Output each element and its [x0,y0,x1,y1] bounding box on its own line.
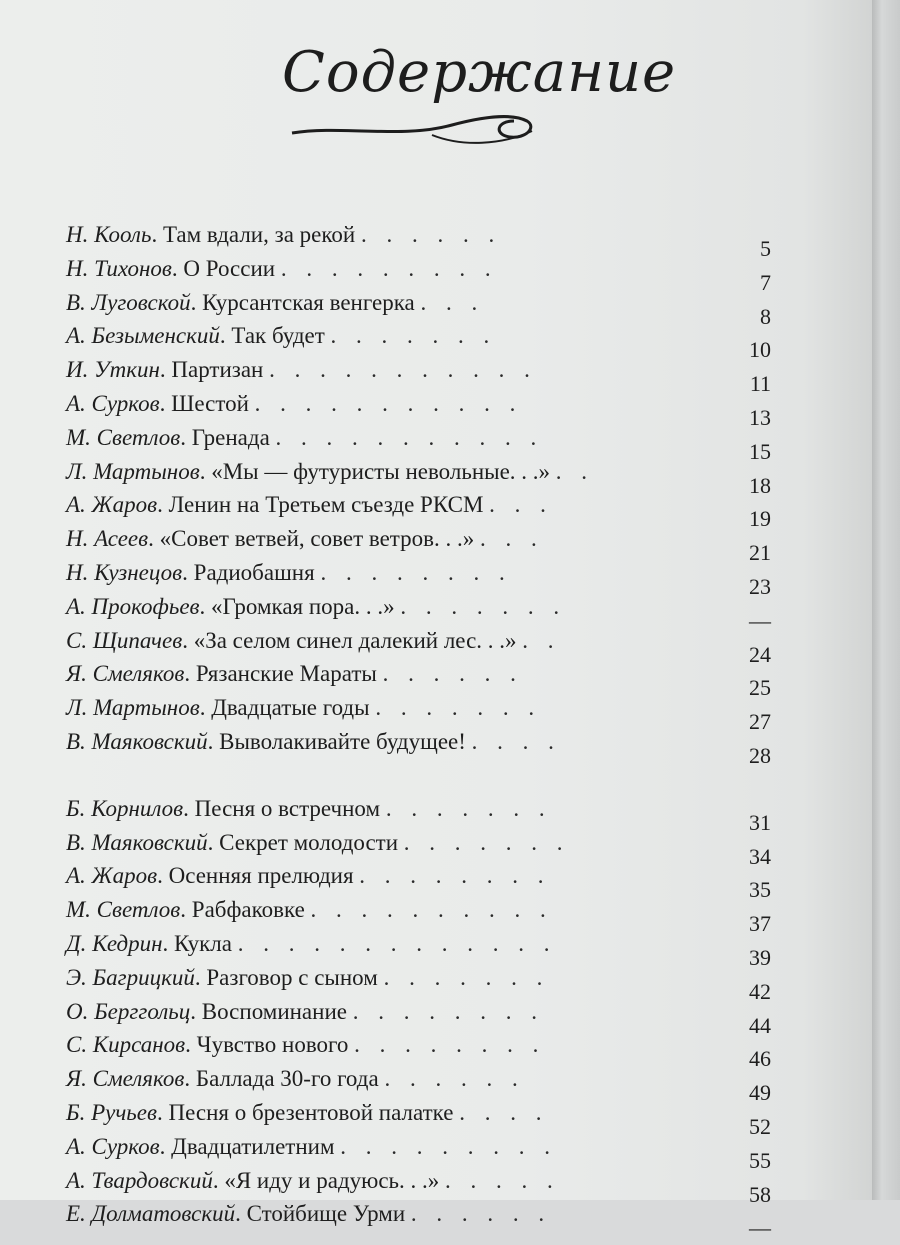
entry-title: Секрет молодости [219,829,399,855]
entry-page-number: 11 [749,371,771,397]
entry-author: С. Щипачев [66,627,183,653]
entry-author: И. Уткин [66,357,160,383]
entry-author: Л. Мартынов [66,458,200,484]
entry-page-number: 28 [749,742,771,768]
entry-title: Воспоминание [201,998,347,1024]
entry-text: Д. Кедрин. Кукла . . . . . . . . . . . . . [66,930,557,956]
entry-leader-dots: . . . . [459,1099,549,1125]
entry-title: Так будет [231,323,325,349]
entry-leader-dots: . . [555,458,595,484]
entry-page-number: 25 [749,675,771,701]
entry-text: Н. Кооль. Там вдали, за рекой . . . . . . [66,222,502,247]
entry-title: «Я иду и радуюсь. . .» [224,1167,440,1193]
entry-page-number: — [749,1215,771,1241]
entry-page-number: 52 [749,1113,771,1139]
toc-entry [66,961,771,1004]
toc-entry [66,1096,771,1139]
entry-text: Б. Корнилов. Песня о встречном . . . . . . . [66,795,552,821]
entry-author: Б. Корнилов [66,795,184,821]
entry-title: Рабфаковке [191,897,305,923]
entry-leader-dots: . . . . . . . . [320,559,512,585]
entry-text: А. Прокофьев. «Громкая пора. . .» . . . . . . . [66,593,567,619]
entry-text: И. Уткин. Партизан . . . . . . . . . . . [66,357,537,383]
entry-page-number: 8 [760,303,771,329]
entry-page-number: 42 [749,978,771,1004]
entry-title: Радиобашня [193,559,315,585]
entry-leader-dots: . . . . . . . [385,795,552,821]
toc-entry [66,488,771,532]
entry-page-number: 37 [749,911,771,937]
toc-entry [66,353,771,397]
entry-title: Партизан [171,357,264,383]
entry-author: А. Жаров [66,492,158,518]
entry-page-number: 27 [749,709,771,735]
toc-entry [66,1197,771,1241]
entry-author: В. Луговской [66,289,191,315]
toc-entry [66,691,771,735]
entry-page-number: 7 [760,269,771,295]
entry-leader-dots: . . . [480,526,544,552]
toc-entry [66,319,771,363]
entry-text: А. Жаров. Ленин на Третьем съезде РКСМ . . . [66,492,553,518]
entry-leader-dots: . . . . . . . [375,695,542,721]
page-edge [872,0,900,1200]
entry-text: Л. Мартынов. «Мы — футуристы невольные. . .» . . [66,458,595,484]
entry-author: А. Твардовский [66,1167,213,1193]
entry-leader-dots: . . . . . . . . . [340,1133,558,1159]
entry-author: М. Светлов [66,897,181,923]
entry-author: А. Сурков [66,390,160,416]
entry-text: Э. Багрицкий. Разговор с сыном . . . . . . . [66,964,550,990]
entry-title: Стойбище Урми [246,1201,406,1227]
toc-entry [66,995,771,1038]
entry-leader-dots: . . . . [471,728,561,754]
toc-entry [66,1028,771,1072]
toc-entry [66,218,771,261]
entry-page-number: 58 [749,1181,771,1207]
entry-text: В. Маяковский. Выволакивайте будущее! . . . . [66,728,561,754]
entry-title: Баллада 30-го года [195,1066,379,1092]
entry-leader-dots: . . . . . . . . [359,863,551,889]
entry-leader-dots: . . . . . . . . . . . [269,357,537,383]
entry-author: С. Кирсанов [66,1032,186,1058]
entry-leader-dots: . . . . . [445,1167,560,1193]
entry-author: В. Маяковский [66,728,208,754]
entry-leader-dots: . . [522,627,561,653]
entry-page-number: 24 [749,641,771,667]
entry-text: А. Безыменский. Так будет . . . . . . . [66,323,497,349]
entry-leader-dots: . . . . . . . . [354,1032,546,1058]
entry-author: А. Жаров [66,863,158,889]
entry-title: «За селом синел далекий лес. . .» [193,627,517,653]
entry-text: Н. Тихонов. О России . . . . . . . . . [66,255,498,281]
entry-title: Кукла [174,930,232,956]
toc-entry [66,624,771,667]
entry-title: Чувство нового [196,1032,349,1058]
entry-author: Е. Долматовский [66,1201,236,1227]
entry-text: В. Луговской. Курсантская венгерка . . . [66,289,485,315]
entry-page-number: — [749,607,771,633]
toc-entry [66,1062,771,1106]
entry-text: Я. Смеляков. Баллада 30-го года . . . . . . [66,1066,525,1092]
entry-title: Рязанские Мараты [195,661,377,687]
entry-text: Я. Смеляков. Рязанские Мараты . . . . . . [66,661,523,687]
entry-page-number: 15 [749,438,771,464]
toc-entry [66,590,771,633]
toc-entry [66,893,771,937]
entry-author: Н. Кооль [66,222,152,247]
entry-leader-dots: . . . . . . . [383,964,550,990]
entry-author: М. Светлов [66,424,181,450]
entry-page-number: 34 [749,843,771,869]
entry-author: Я. Смеляков [66,661,185,687]
entry-page-number: 49 [749,1080,771,1106]
entry-text: С. Кирсанов. Чувство нового . . . . . . . . [66,1032,546,1058]
entry-page-number: 46 [749,1046,771,1072]
table-of-contents [66,218,771,1241]
contents-heading [282,40,677,150]
entry-page-number: 31 [749,809,771,835]
toc-entry [66,556,771,599]
entry-title: Двадцатые годы [211,695,370,721]
contents-heading-text: Содержание [282,40,677,105]
flourish-ornament [282,95,542,155]
entry-title: Осенняя прелюдия [168,863,354,889]
entry-text: Н. Асеев. «Совет ветвей, совет ветров. . .» . . . [66,526,544,552]
entry-author: А. Безыменский [66,323,220,349]
entry-text: Н. Кузнецов. Радиобашня . . . . . . . . [66,559,512,585]
entry-page-number: 10 [749,337,771,363]
entry-author: Л. Мартынов [66,695,200,721]
entry-text: А. Жаров. Осенняя прелюдия . . . . . . . . [66,863,551,889]
entry-page-number: 5 [760,236,771,261]
entry-title: «Мы — футуристы невольные. . .» [211,458,551,484]
entry-title: Ленин на Третьем съезде РКСМ [168,492,484,518]
toc-entry [66,286,771,329]
entry-leader-dots: . . . . . . . [400,593,567,619]
entry-leader-dots: . . . . . . . . . . . . . [237,930,557,956]
entry-title: Песня о брезентовой палатке [168,1099,454,1125]
entry-author: Д. Кедрин [66,930,163,956]
toc-entry [66,859,771,903]
entry-title: Разговор с сыном [206,964,378,990]
entry-page-number: 19 [749,506,771,532]
entry-title: Двадцатилетним [171,1133,335,1159]
entry-author: В. Маяковский [66,829,208,855]
entry-text: Б. Ручьев. Песня о брезентовой палатке . . . . [66,1099,549,1125]
entry-title: Там вдали, за рекой [162,222,356,247]
toc-entry [66,1130,771,1173]
entry-page-number: 44 [749,1012,771,1038]
entry-leader-dots: . . . . . . . [403,829,570,855]
entry-page-number: 21 [749,540,771,566]
entry-text: А. Сурков. Двадцатилетним . . . . . . . . . [66,1133,558,1159]
entry-text: А. Сурков. Шестой . . . . . . . . . . . [66,390,523,416]
toc-entry [66,792,771,835]
toc-entry [66,826,771,869]
entry-leader-dots: . . . . . . . . . . . [254,390,523,416]
toc-entry [66,421,771,464]
entry-page-number: 18 [749,472,771,498]
entry-title: «Громкая пора. . .» [211,593,395,619]
entry-text: М. Светлов. Гренада . . . . . . . . . . . [66,424,544,450]
entry-text: О. Берггольц. Воспоминание . . . . . . . . [66,998,544,1024]
entry-author: Б. Ручьев [66,1099,157,1125]
entry-author: А. Прокофьев [66,593,200,619]
entry-page-number: 23 [749,573,771,599]
toc-entry [66,657,771,701]
entry-author: Н. Тихонов [66,255,172,281]
entry-leader-dots: . . . . . . [384,1066,525,1092]
entry-author: Э. Багрицкий [66,964,195,990]
entry-page-number: 39 [749,944,771,970]
entry-leader-dots: . . . . . . [382,661,523,687]
entry-title: Курсантская венгерка [202,289,415,315]
entry-title: Шестой [171,390,249,416]
toc-entry [66,522,771,566]
entry-text: С. Щипачев. «За селом синел далекий лес. . .» . . [66,627,561,653]
entry-leader-dots: . . . [489,492,553,518]
entry-text: А. Твардовский. «Я иду и радуюсь. . .» . . . . . [66,1167,560,1193]
entry-author: Н. Кузнецов [66,559,183,585]
entry-page-number: 35 [749,877,771,903]
entry-leader-dots: . . . . . . [410,1201,552,1227]
entry-leader-dots: . . . . . . [360,222,502,247]
entry-author: О. Берггольц [66,998,191,1024]
toc-entry [66,927,771,970]
entry-title: Выволакивайте будущее! [219,728,466,754]
entry-title: Гренада [191,424,270,450]
entry-title: О России [183,255,276,281]
toc-entry [66,455,771,498]
toc-entry [66,1164,771,1207]
entry-leader-dots: . . . . . . . [330,323,497,349]
toc-entry [66,725,771,768]
entry-leader-dots: . . . . . . . . . . [310,897,553,923]
entry-leader-dots: . . . [420,289,485,315]
entry-leader-dots: . . . . . . . . . [280,255,498,281]
entry-author: Н. Асеев [66,526,149,552]
entry-author: Я. Смеляков [66,1066,185,1092]
entry-leader-dots: . . . . . . . . [352,998,544,1024]
entry-title: «Совет ветвей, совет ветров. . .» [159,526,475,552]
entry-text: Л. Мартынов. Двадцатые годы . . . . . . . [66,695,542,721]
entry-text: В. Маяковский. Секрет молодости . . . . . . . [66,829,570,855]
toc-entry [66,387,771,430]
entry-title: Песня о встречном [194,795,381,821]
entry-author: А. Сурков [66,1133,160,1159]
entry-page-number: 55 [749,1147,771,1173]
entry-leader-dots: . . . . . . . . . . . [275,424,544,450]
toc-entry [66,252,771,295]
entry-text: Е. Долматовский. Стойбище Урми . . . . . . [66,1201,552,1227]
entry-text: М. Светлов. Рабфаковке . . . . . . . . . . [66,897,553,923]
entry-page-number: 13 [749,404,771,430]
